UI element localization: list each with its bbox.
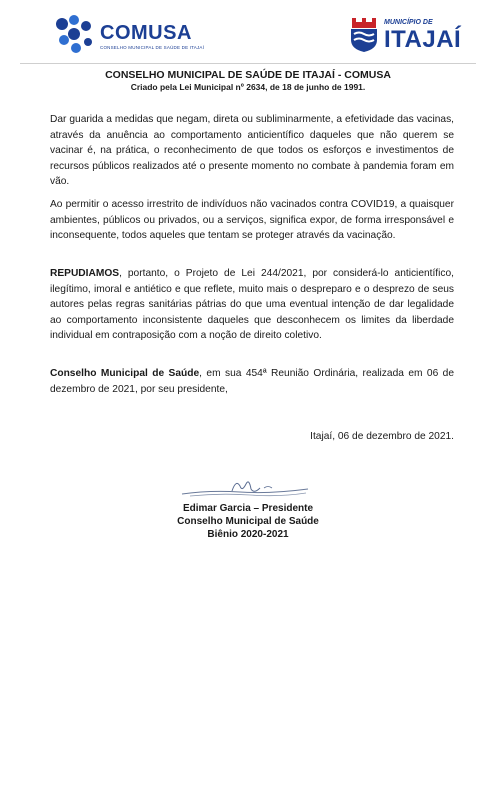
repudiamos-text: REPUDIAMOS — [50, 268, 120, 279]
paragraph-4 — [50, 366, 454, 397]
document-date: Itajaí, 06 de dezembro de 2021. — [310, 431, 454, 442]
itajai-logo — [348, 14, 462, 54]
signatory-name: Edimar Garcia – Presidente — [182, 503, 314, 514]
itajai-crest-icon — [348, 18, 380, 52]
comusa-logo-icon — [52, 14, 96, 54]
document-title: CONSELHO MUNICIPAL DE SAÚDE DE ITAJAÍ - COMUSA — [105, 69, 391, 81]
header-divider — [20, 63, 476, 64]
itajai-logo-text: ITAJAÍ — [384, 26, 462, 53]
comusa-logo — [52, 14, 205, 54]
itajai-logo-caption: MUNICÍPIO DE — [384, 19, 433, 26]
paragraph-4-text: , em sua 454ª Reunião Ordinária, realizada em 06 de dezembro de 2021, por seu presidente, — [50, 368, 454, 395]
comusa-logo-subtitle: CONSELHO MUNICIPAL DE SAÚDE DE ITAJAÍ — [100, 45, 205, 50]
signature-block — [120, 502, 376, 541]
document-subtitle: Criado pela Lei Municipal nº 2634, de 18 de junho de 1991. — [130, 82, 366, 92]
signatory-term: Biênio 2020-2021 — [207, 529, 289, 540]
comusa-logo-text: COMUSA — [100, 22, 192, 44]
signatory-organization: Conselho Municipal de Saúde — [177, 516, 319, 527]
council-name-text: Conselho Municipal de Saúde — [50, 368, 200, 379]
paragraph-1: Dar guarida a medidas que negam, direta ou subliminarmente, a efetividade das vacinas, através da anuência ao comportamento anticientífico daqueles que não querem se vacinar é, na prática, o reconhecimento de que todos os esforços e investimentos de recursos públicos realizados até o presente momento no combate à pandemia foram em vão. — [50, 114, 454, 187]
paragraph-3-text: , portanto, o Projeto de Lei 244/2021, por considerá-lo anticientífico, ilegítimo, imoral e antiético e que reflete, muito mais o despreparo e o desprezo de seus autores pelas regras sanitárias pátrias do que uma eventual intenção de dar legalidade ao comportamento inconsistente daqueles que desconhecem os limites da liberdade individual em contraposição com a noção de direito coletivo. — [50, 268, 454, 341]
handwritten-signature — [180, 476, 310, 500]
document-header — [0, 0, 496, 62]
paragraph-3 — [50, 266, 454, 344]
paragraph-2: Ao permitir o acesso irrestrito de indivíduos não vacinados contra COVID19, a quaisquer ambientes, públicos ou privados, ou a serviços, significa expor, de forma irresponsável e inconsequente, todos aqueles que tentam se proteger através da vacinação. — [50, 199, 454, 241]
